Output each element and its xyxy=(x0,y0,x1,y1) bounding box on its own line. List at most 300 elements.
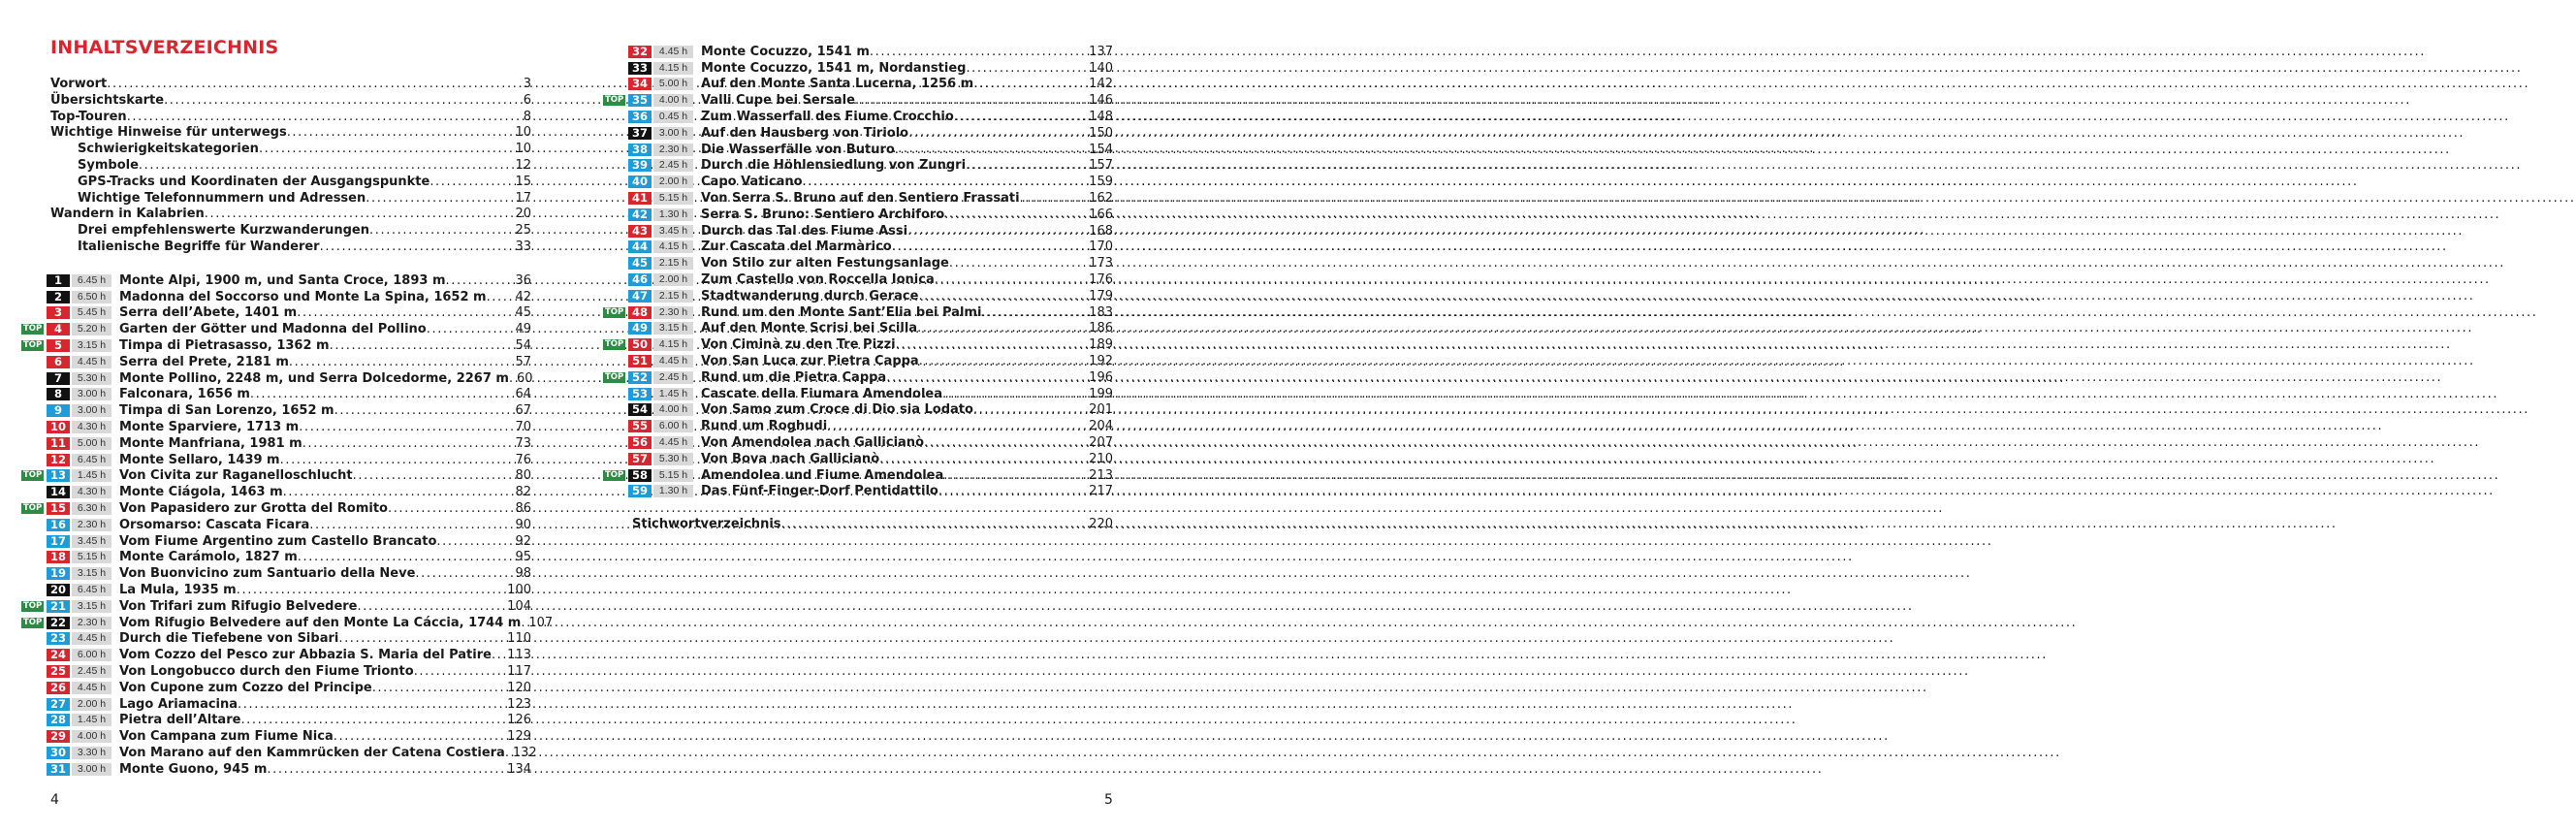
tour-number: 28 xyxy=(47,714,70,726)
tour-entry xyxy=(21,533,531,550)
toc-entry xyxy=(632,517,1113,533)
tour-title: Cascate della Fiumara Amendolea xyxy=(701,386,942,401)
tour-page: 92 xyxy=(515,533,531,549)
tour-duration: 3.45 h xyxy=(72,535,111,548)
tour-entry xyxy=(603,109,1113,125)
tour-page: 150 xyxy=(1089,125,1113,141)
tour-page: 100 xyxy=(507,583,531,598)
tour-number: 11 xyxy=(47,437,70,450)
dot-leader xyxy=(973,402,1089,417)
tour-title: Von Papasidero zur Grotta del Romito xyxy=(119,501,388,517)
tour-entry xyxy=(603,158,1113,175)
tour-page: 107 xyxy=(528,615,554,630)
dot-leader xyxy=(896,337,1090,352)
tour-number: 37 xyxy=(628,127,652,140)
tour-title: Monte Sellaro, 1439 m xyxy=(119,452,280,467)
entry-page: 12 xyxy=(515,157,531,173)
entry-title: Schwierigkeitskategorien xyxy=(78,142,259,157)
tour-entry xyxy=(21,761,531,778)
tour-title: Rund um den Monte Sant’Elia bei Palmi xyxy=(701,304,982,320)
tour-duration: 0.45 h xyxy=(653,111,693,123)
tour-entry xyxy=(21,582,531,598)
tour-duration: 5.00 h xyxy=(72,437,111,450)
tour-page: 117 xyxy=(507,664,531,680)
dot-leader xyxy=(237,583,507,597)
dot-leader xyxy=(505,746,513,760)
tour-title: Serra S. Bruno: Sentiero Archiforo xyxy=(701,207,945,222)
tour-number: 25 xyxy=(47,665,70,678)
top-cell xyxy=(603,339,628,350)
tour-duration: 6.45 h xyxy=(72,274,111,287)
top-badge: TOP xyxy=(23,340,43,351)
tour-number: 12 xyxy=(47,454,70,466)
tour-duration: 2.30 h xyxy=(653,144,693,156)
tour-title: Durch die Höhlensiedlung von Zungri xyxy=(701,158,967,174)
tour-page: 70 xyxy=(515,420,531,435)
dot-leader xyxy=(297,305,515,320)
dot-leader xyxy=(907,224,1089,239)
entry-page: 10 xyxy=(515,125,531,141)
tour-number: 55 xyxy=(628,420,652,432)
toc-entry xyxy=(50,110,531,126)
dot-leader xyxy=(298,550,516,564)
tour-entry xyxy=(21,354,531,370)
tour-duration: 4.00 h xyxy=(653,94,693,107)
tour-duration: 3.15 h xyxy=(72,600,111,613)
tour-title: Das Fünf-Finger-Dorf Pentidattilo xyxy=(701,484,938,499)
dot-leader xyxy=(205,207,516,223)
tour-number: 32 xyxy=(628,46,652,58)
tour-duration: 4.00 h xyxy=(653,403,693,416)
tour-title: Auf den Monte Scrisi bei Scilla xyxy=(701,321,918,336)
tour-title: Von Samo zum Croce di Dio sia Lodato xyxy=(701,402,973,418)
dot-leader xyxy=(949,256,1089,271)
dot-leader xyxy=(280,453,516,467)
dot-leader xyxy=(942,387,1089,401)
tour-entry xyxy=(603,484,1113,500)
tour-number: 8 xyxy=(47,388,70,400)
top-badge: TOP xyxy=(23,503,43,514)
dot-leader xyxy=(429,175,515,191)
entry-title: Drei empfehlenswerte Kurzwanderungen xyxy=(78,223,369,239)
tour-entry xyxy=(603,44,1113,60)
tour-number: 42 xyxy=(628,208,652,221)
tour-title: Zum Wasserfall des Fiume Crocchio xyxy=(701,110,954,125)
tour-entry xyxy=(21,517,531,533)
tour-title: Vom Cozzo del Pesco zur Abbazia S. Maria del Patire xyxy=(119,648,492,663)
tour-number: 3 xyxy=(47,306,70,319)
toc-entry xyxy=(50,223,531,239)
dot-leader xyxy=(164,93,524,110)
tour-entry xyxy=(603,77,1113,93)
tour-page: 80 xyxy=(515,468,531,484)
entry-page: 220 xyxy=(1089,517,1113,531)
tour-page: 210 xyxy=(1089,451,1113,466)
tour-page: 196 xyxy=(1089,369,1113,385)
toc-entry xyxy=(50,175,531,191)
tour-duration: 3.45 h xyxy=(653,225,693,238)
tour-page: 157 xyxy=(1089,158,1113,174)
tour-page: 36 xyxy=(515,272,531,288)
tour-number: 54 xyxy=(628,403,652,416)
tour-number: 2 xyxy=(47,291,70,303)
dot-leader xyxy=(334,403,516,418)
dot-leader xyxy=(935,272,1089,287)
top-badge: TOP xyxy=(23,470,43,481)
tour-duration: 2.00 h xyxy=(653,273,693,286)
tour-page: 126 xyxy=(507,713,531,728)
tour-title: Madonna del Soccorso und Monte La Spina, 1652 m xyxy=(119,289,487,304)
dot-leader xyxy=(436,534,515,549)
dot-leader xyxy=(879,452,1089,466)
tour-page: 159 xyxy=(1089,175,1113,190)
tour-number: 10 xyxy=(47,421,70,433)
tour-title: Amendolea und Fiume Amendolea xyxy=(701,467,944,483)
tour-duration: 3.00 h xyxy=(653,127,693,140)
tour-number: 13 xyxy=(47,469,70,482)
tour-title: Von Campana zum Fiume Nica xyxy=(119,729,334,745)
tour-entry xyxy=(21,435,531,452)
tour-title: Rund um die Pietra Cappa xyxy=(701,369,887,385)
tour-page: 207 xyxy=(1089,435,1113,451)
tour-page: 201 xyxy=(1089,402,1113,418)
dot-leader xyxy=(299,420,515,434)
tour-entry xyxy=(21,484,531,500)
dot-leader xyxy=(803,175,1090,189)
toc-entry xyxy=(50,125,531,142)
entry-page: 6 xyxy=(523,92,531,108)
tour-entry xyxy=(21,745,537,761)
tour-entry xyxy=(603,271,1113,288)
dot-leader xyxy=(944,208,1089,222)
tour-title: Lago Ariamacina xyxy=(119,696,239,712)
top-badge: TOP xyxy=(605,469,624,480)
tour-title: Monte Alpi, 1900 m, und Santa Croce, 1893 m xyxy=(119,272,446,288)
tour-entry xyxy=(603,288,1113,304)
toc-entry xyxy=(50,93,531,110)
tour-number: 56 xyxy=(628,436,652,449)
tour-entry xyxy=(603,418,1113,434)
dot-leader xyxy=(240,713,507,727)
tour-number: 51 xyxy=(628,355,652,367)
top-badge: TOP xyxy=(605,371,624,382)
tour-title: Serra del Prete, 2181 m xyxy=(119,354,289,369)
toc-entry xyxy=(50,77,531,93)
tour-number: 20 xyxy=(47,584,70,596)
tour-number: 49 xyxy=(628,322,652,335)
tour-entry xyxy=(603,207,1113,223)
tour-list-left xyxy=(21,272,554,778)
top-cell xyxy=(603,307,628,318)
tour-number: 50 xyxy=(628,338,652,351)
tour-title: Von Buonvicino zum Santuario della Neve xyxy=(119,566,416,582)
tour-title: Von Stilo zur alten Festungsanlage xyxy=(701,256,949,271)
top-cell xyxy=(603,372,628,383)
tour-number: 7 xyxy=(47,372,70,385)
tour-duration: 3.00 h xyxy=(72,388,111,400)
tour-duration: 4.45 h xyxy=(72,632,111,645)
tour-number: 29 xyxy=(47,730,70,743)
tour-entry xyxy=(603,369,1113,386)
dot-leader xyxy=(492,648,507,662)
tour-number: 30 xyxy=(47,747,70,759)
tour-title: Orsomarso: Cascata Ficara xyxy=(119,517,310,532)
tour-entry xyxy=(21,402,531,419)
top-badge: TOP xyxy=(605,95,624,106)
tour-duration: 2.45 h xyxy=(653,159,693,172)
dot-leader xyxy=(334,729,507,744)
tour-entry xyxy=(603,451,1113,467)
tour-duration: 1.30 h xyxy=(653,485,693,497)
tour-duration: 6.00 h xyxy=(653,420,693,432)
tour-entry xyxy=(21,305,531,322)
tour-entry xyxy=(21,337,531,354)
entry-title: Stichwortverzeichnis xyxy=(632,517,781,531)
tour-page: 86 xyxy=(515,501,531,517)
tour-title: Zum Castello von Roccella Ionica xyxy=(701,272,935,288)
entry-title: Wichtige Hinweise für unterwegs xyxy=(50,125,287,141)
tour-duration: 4.15 h xyxy=(653,240,693,253)
tour-number: 36 xyxy=(628,111,652,123)
tour-page: 110 xyxy=(507,631,531,647)
tour-page: 76 xyxy=(515,452,531,467)
tour-duration: 2.00 h xyxy=(72,698,111,711)
tour-duration: 1.30 h xyxy=(653,208,693,221)
tour-title: Serra dell’Abete, 1401 m xyxy=(119,305,298,321)
tour-entry xyxy=(603,142,1113,158)
tour-entry xyxy=(21,370,531,387)
tour-entry xyxy=(603,304,1113,321)
tour-number: 4 xyxy=(47,323,70,335)
tour-duration: 1.45 h xyxy=(653,388,693,400)
tour-title: Timpa di Pietrasasso, 1362 m xyxy=(119,338,330,354)
tour-page: 129 xyxy=(507,729,531,745)
tour-title: Auf den Monte Santa Lucerna, 1256 m xyxy=(701,77,974,92)
top-cell xyxy=(21,503,47,514)
tour-duration: 3.00 h xyxy=(72,763,111,776)
dot-leader xyxy=(892,239,1089,254)
dot-leader xyxy=(139,158,516,175)
dot-leader xyxy=(353,468,516,483)
tour-page: 54 xyxy=(515,338,531,354)
tour-title: Monte Cocuzzo, 1541 m, Nordanstieg xyxy=(701,60,967,76)
dot-leader xyxy=(338,631,507,646)
tour-title: Monte Pollino, 2248 m, und Serra Dolcedorme, 2267 m xyxy=(119,370,509,386)
tour-page: 120 xyxy=(507,680,531,695)
toc-entry xyxy=(50,158,531,175)
top-badge: TOP xyxy=(605,339,624,350)
tour-entry xyxy=(21,663,531,680)
tour-duration: 6.00 h xyxy=(72,649,111,661)
dot-leader xyxy=(919,354,1089,368)
tour-duration: 2.30 h xyxy=(72,617,111,629)
top-cell xyxy=(21,324,47,335)
top-cell xyxy=(21,618,47,628)
tour-title: Vom Fiume Argentino zum Castello Brancato xyxy=(119,533,437,549)
tour-entry xyxy=(21,468,531,485)
tour-number: 26 xyxy=(47,682,70,694)
tour-page: 204 xyxy=(1089,419,1113,434)
dot-leader xyxy=(388,501,515,516)
tour-title: Monte Sparviere, 1713 m xyxy=(119,420,300,435)
tour-page: 64 xyxy=(515,387,531,402)
page-number-right: 5 xyxy=(1104,792,1113,808)
tour-number: 33 xyxy=(628,62,652,75)
tour-duration: 6.30 h xyxy=(72,502,111,515)
tour-duration: 6.45 h xyxy=(72,454,111,466)
tour-duration: 4.45 h xyxy=(653,46,693,58)
dot-leader xyxy=(358,599,508,614)
entry-page: 33 xyxy=(515,239,531,254)
top-cell xyxy=(603,95,628,106)
dot-leader xyxy=(917,321,1089,335)
tour-entry xyxy=(21,321,531,337)
tour-entry xyxy=(21,631,531,648)
tour-entry xyxy=(603,125,1113,142)
tour-duration: 4.15 h xyxy=(653,62,693,75)
entry-page: 10 xyxy=(515,142,531,157)
tour-entry xyxy=(603,239,1113,256)
tour-duration: 2.00 h xyxy=(653,176,693,188)
tour-entry xyxy=(603,190,1113,207)
tour-duration: 5.00 h xyxy=(653,78,693,90)
tour-entry xyxy=(21,728,531,745)
tour-page: 213 xyxy=(1089,467,1113,483)
tour-page: 60 xyxy=(516,370,533,386)
tour-entry xyxy=(603,255,1113,271)
top-cell xyxy=(21,470,47,481)
tour-title: Von Marano auf den Kammrücken der Catena Costiera xyxy=(119,746,505,760)
tour-number: 41 xyxy=(628,192,652,205)
tour-duration: 3.00 h xyxy=(72,404,111,417)
tour-title: Monte Cocuzzo, 1541 m xyxy=(701,44,870,59)
tour-page: 183 xyxy=(1089,304,1113,320)
back-matter-list xyxy=(632,517,1113,533)
tour-duration: 5.15 h xyxy=(653,192,693,205)
page-number-left: 4 xyxy=(50,792,59,808)
tour-page: 113 xyxy=(507,648,531,663)
tour-entry xyxy=(21,272,531,289)
tour-entry xyxy=(603,402,1113,419)
top-badge: TOP xyxy=(23,324,43,335)
tour-duration: 1.45 h xyxy=(72,469,111,482)
tour-page: 186 xyxy=(1089,321,1113,336)
tour-entry xyxy=(603,92,1113,109)
entry-title: Symbole xyxy=(78,157,139,173)
tour-page: 134 xyxy=(507,761,531,777)
tour-duration: 4.45 h xyxy=(653,436,693,449)
dot-leader xyxy=(415,566,515,581)
tour-duration: 2.45 h xyxy=(653,371,693,384)
tour-duration: 6.50 h xyxy=(72,291,111,303)
tour-number: 39 xyxy=(628,159,652,172)
tour-number: 17 xyxy=(47,535,70,548)
tour-number: 23 xyxy=(47,632,70,645)
tour-page: 166 xyxy=(1089,207,1113,222)
tour-duration: 3.15 h xyxy=(653,322,693,335)
dot-leader xyxy=(250,387,516,401)
tour-entry xyxy=(603,386,1113,402)
tour-title: Durch das Tal des Fiume Assi xyxy=(701,223,908,239)
tour-page: 82 xyxy=(515,485,531,500)
dot-leader xyxy=(895,143,1089,157)
tour-duration: 4.45 h xyxy=(653,355,693,367)
tour-number: 6 xyxy=(47,356,70,368)
tour-number: 31 xyxy=(47,763,70,776)
entry-title: Wandern in Kalabrien xyxy=(50,207,205,222)
tour-title: Vom Rifugio Belvedere auf den Monte La Cáccia, 1744 m xyxy=(119,615,522,630)
tour-entry xyxy=(603,336,1113,353)
tour-entry xyxy=(21,615,554,631)
top-badge: TOP xyxy=(23,617,43,627)
tour-number: 24 xyxy=(47,649,70,661)
tour-number: 52 xyxy=(628,371,652,384)
tour-number: 5 xyxy=(47,339,70,352)
tour-entry xyxy=(21,387,531,403)
tour-page: 168 xyxy=(1089,223,1113,239)
tour-duration: 5.30 h xyxy=(653,453,693,465)
tour-number: 35 xyxy=(628,94,652,107)
tour-duration: 4.45 h xyxy=(72,682,111,694)
tour-duration: 5.15 h xyxy=(653,469,693,482)
tour-duration: 5.20 h xyxy=(72,323,111,335)
tour-page: 137 xyxy=(1089,44,1113,59)
tour-title: Von Bova nach Gallicianò xyxy=(701,451,880,466)
dot-leader xyxy=(289,355,516,369)
dot-leader xyxy=(446,273,516,288)
dot-leader xyxy=(369,223,515,239)
top-badge: TOP xyxy=(605,306,624,317)
dot-leader xyxy=(309,518,515,532)
tour-title: Von Trifari zum Rifugio Belvedere xyxy=(119,598,358,614)
entry-page: 8 xyxy=(523,109,531,124)
tour-entry xyxy=(21,713,531,729)
dot-leader xyxy=(372,681,507,695)
tour-number: 16 xyxy=(47,519,70,531)
tour-duration: 6.45 h xyxy=(72,584,111,596)
dot-leader xyxy=(521,616,528,630)
tour-entry xyxy=(603,60,1113,77)
tour-number: 1 xyxy=(47,274,70,287)
tour-duration: 2.15 h xyxy=(653,257,693,270)
dot-leader xyxy=(966,61,1089,76)
tour-number: 59 xyxy=(628,485,652,497)
tour-number: 45 xyxy=(628,257,652,270)
entry-title: Italienische Begriffe für Wanderer xyxy=(78,239,320,254)
tour-number: 22 xyxy=(47,617,70,629)
dot-leader xyxy=(320,239,516,256)
entry-page: 15 xyxy=(515,174,531,189)
tour-page: 217 xyxy=(1089,484,1113,499)
tour-entry xyxy=(21,452,531,468)
entry-title: Vorwort xyxy=(50,77,108,91)
tour-number: 19 xyxy=(47,567,70,580)
dot-leader xyxy=(1020,191,1090,206)
tour-title: Von Cupone zum Cozzo del Principe xyxy=(119,680,372,695)
tour-duration: 4.30 h xyxy=(72,421,111,433)
tour-entry xyxy=(603,223,1113,239)
tour-title: Die Wasserfälle von Buturo xyxy=(701,142,895,157)
tour-page: 42 xyxy=(515,289,531,304)
tour-page: 67 xyxy=(515,403,531,419)
entry-title: Wichtige Telefonnummern und Adressen xyxy=(78,190,366,206)
tour-title: Auf den Hausberg von Tiriolo xyxy=(701,125,909,141)
dot-leader xyxy=(267,762,507,777)
tour-page: 162 xyxy=(1089,191,1113,207)
dot-leader xyxy=(855,93,1089,108)
tour-title: Von Amendolea nach Gallicianò xyxy=(701,435,924,451)
tour-number: 46 xyxy=(628,273,652,286)
